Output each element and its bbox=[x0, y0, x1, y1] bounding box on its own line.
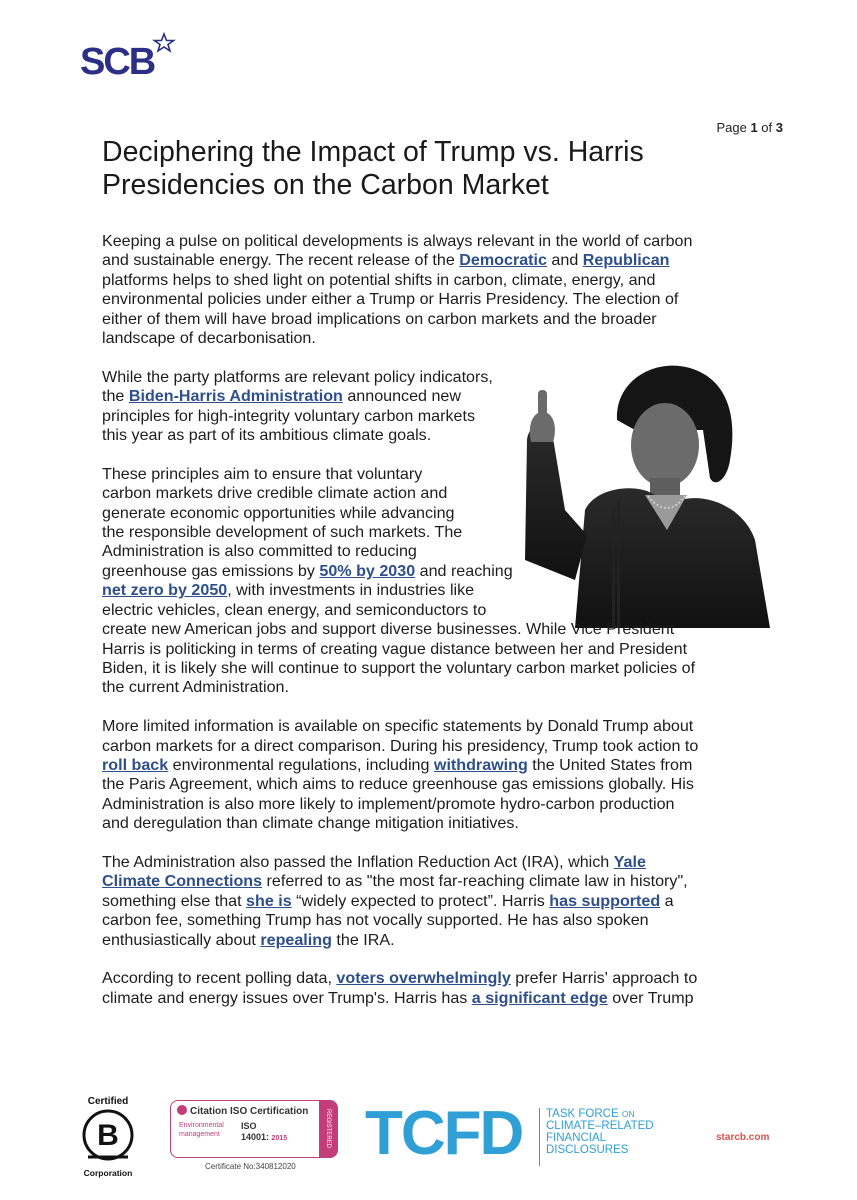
link-climate-connections[interactable]: Climate Connections bbox=[102, 872, 263, 891]
paragraph-4: More limited information is available on specific statements by Donald Trump about carbon markets for a direct comparison. During his presidency, Trump took action to roll back environmental regulations, including withdrawing the United States from the Paris Agreement, which aims to reduce greenhouse gas emissions globally. His Administration is also more likely to implement/promote hydro-carbon production and deregulation than climate change mitigation initiatives. bbox=[102, 717, 699, 833]
link-roll-back[interactable]: roll back bbox=[102, 755, 169, 774]
tcfd-logo: TCFD bbox=[365, 1099, 523, 1168]
paragraph-1: Keeping a pulse on political developments is always relevant in the world of carbon and sustainable energy. The recent release of the Democratic and Republican platforms helps to shed light on potential shifts in carbon, climate, energy, and environmental policies under either a Trump or Harris Presidency. The election of either of them will have broad implications on carbon markets and the broader landscape of decarbonisation. bbox=[102, 232, 693, 348]
link-she-is[interactable]: she is bbox=[246, 891, 292, 910]
paragraph-2: While the party platforms are relevant policy indicators, the Biden-Harris Administration announced new principles for high-integrity voluntary carbon markets this year as part of its ambitious climate goals. bbox=[102, 367, 493, 445]
link-democratic[interactable]: Democratic bbox=[459, 251, 547, 270]
b-corp-badge: Certified B Corporation bbox=[80, 1096, 136, 1186]
link-voters-overwhelmingly[interactable]: voters overwhelmingly bbox=[336, 969, 511, 988]
link-yale[interactable]: Yale bbox=[613, 852, 646, 871]
page-number: Page 1 of 3 bbox=[716, 120, 783, 135]
article-title: Deciphering the Impact of Trump vs. Harris Presidencies on the Carbon Market bbox=[102, 136, 644, 201]
footer bbox=[0, 1090, 857, 1200]
paragraph-6: According to recent polling data, voters overwhelmingly prefer Harris' approach to climate and energy issues over Trump's. Harris has a significant edge over Trump bbox=[102, 969, 698, 1007]
citation-logo-icon bbox=[177, 1105, 187, 1115]
link-50-by-2030[interactable]: 50% by 2030 bbox=[319, 561, 416, 580]
link-biden-harris-administration[interactable]: Biden-Harris Administration bbox=[128, 387, 343, 406]
link-republican[interactable]: Republican bbox=[582, 251, 670, 270]
tcfd-divider bbox=[539, 1108, 540, 1166]
tcfd-text: TASK FORCE ON CLIMATE–RELATED FINANCIAL DISCLOSURES bbox=[546, 1108, 654, 1156]
link-net-zero-by-2050[interactable]: net zero by 2050 bbox=[102, 581, 228, 600]
paragraph-5: The Administration also passed the Inflation Reduction Act (IRA), which Yale Climate Connections referred to as "the most far-reaching climate law in history", something else that she is “widely expected to protect”. Harris has supported a carbon fee, something Trump has not vocally supported. He has also spoken enthusiastically about repealing the IRA. bbox=[102, 852, 688, 949]
paragraph-3: These principles aim to ensure that voluntary carbon markets drive credible climate action and generate economic opportunities while advancing the responsible development of such markets. The Administration is also committed to reducing greenhouse gas emissions by 50% by 2030 and reaching net zero by 2050, with investments in industries like electric vehicles, clean energy, and semiconductors to create new American jobs and support diverse businesses. While Vice President Harris is politicking in terms of creating vague distance between her and President Biden, it is likely she will continue to support the voluntary carbon market policies of the current Administration. bbox=[102, 464, 696, 697]
article-body bbox=[102, 232, 762, 1028]
link-a-significant-edge[interactable]: a significant edge bbox=[471, 988, 608, 1007]
link-has-supported[interactable]: has supported bbox=[549, 891, 661, 910]
svg-text:B: B bbox=[97, 1119, 119, 1152]
b-corp-logo-icon bbox=[80, 1107, 136, 1163]
certificate-number: Certificate No:340812020 bbox=[205, 1162, 296, 1171]
scb-logo bbox=[80, 30, 180, 82]
link-repealing[interactable]: repealing bbox=[260, 930, 332, 949]
link-withdrawing[interactable]: withdrawing bbox=[433, 755, 528, 774]
iso-certification-badge: Citation ISO Certification Environmental management ISO 14001: 2015 REGISTERED bbox=[170, 1100, 338, 1158]
star-icon bbox=[155, 34, 174, 51]
scb-logo-text: SCB bbox=[80, 41, 155, 82]
website-link[interactable]: starcb.com bbox=[716, 1132, 770, 1143]
